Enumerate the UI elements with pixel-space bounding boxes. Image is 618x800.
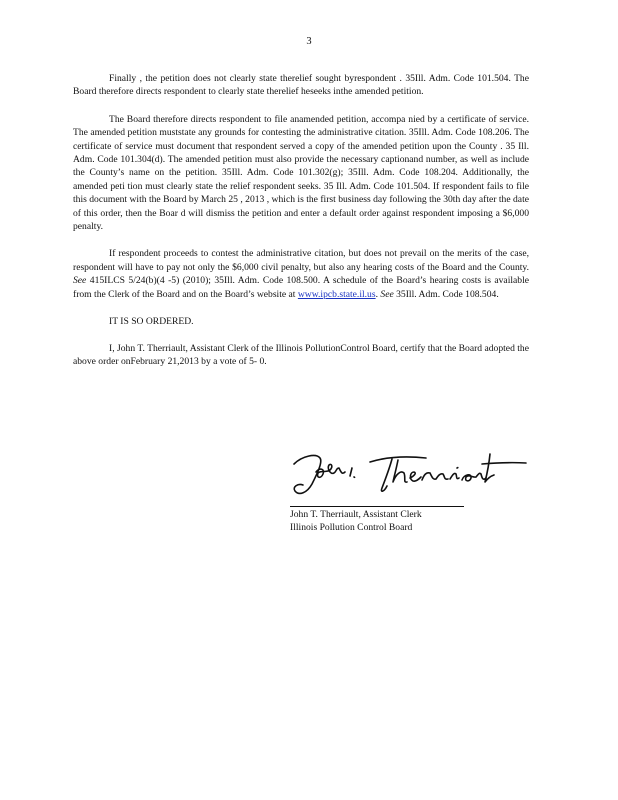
board-website-link[interactable]: www.ipcb.state.il.us [297, 288, 376, 300]
see-signal-1: See [73, 275, 87, 287]
signature-line [290, 506, 464, 507]
page-number: 3 [306, 36, 312, 47]
paragraph-relief-sought: Finally , the petition does not clearly state therelief sought byrespondent . 35Ill. Adm. Code 101.504. The Board therefore directs respondent to clearly state therelief heseeks inthe amended petition. [73, 73, 529, 98]
clerk-certification: I, John T. Therriault, Assistant Clerk of the Illinois PollutionControl Board, certify that the Board adopted the above order onFebruary 21,2013 by a vote of 5- 0. [73, 342, 529, 367]
paragraph-contest-text: If respondent proceeds to contest the administrative citation, but does not prevail on the merits of the case, respondent will have to pay not only the $6,000 civil penalty, but also any hearing costs of the Board and the County. [73, 248, 529, 273]
so-ordered-line: IT IS SO ORDERED. [109, 316, 194, 328]
order-body [73, 72, 529, 368]
citation-hearing-costs: 415ILCS 5/24(b)(4 -5) (2010); 35Ill. Adm. Code 108.500. A schedule of the Board’s hearing costs is available from the Clerk of the Board and on the Board’s website at [73, 275, 530, 300]
signature-block [290, 508, 422, 535]
signer-organization: Illinois Pollution Control Board [290, 522, 413, 534]
handwritten-signature [286, 442, 532, 504]
signer-name-title: John T. Therriault, Assistant Clerk [290, 509, 422, 520]
citation-108-504: 35Ill. Adm. Code 108.504. [396, 288, 499, 300]
see-signal-2: See [380, 288, 394, 300]
paragraph-contest-citation: If respondent proceeds to contest the administrative citation, but does not prevail on the merits of the case, respondent will have to pay not only the $6,000 civil penalty, but also any hearing costs of the Board and the County. See 415ILCS 5/24(b)(4 -5) (2010); 35Ill. Adm. Code 108.500. A schedule of the Board’s hearing costs is available from the Clerk of the Board and on the Board’s website at www.ipcb.state.il.us. See 35Ill. Adm. Code 108.504. [73, 248, 530, 300]
paragraph-amended-petition: The Board therefore directs respondent to file anamended petition, accompa nied by a certificate of service. The amended petition muststate any grounds for contesting the administrative citation. 35Ill. Adm. Code 108.206. The certificate of service must document that respondent served a copy of the amended petition upon the County . 35 Ill. Adm. Code 101.304(d). The amended petition must also provide the necessary captionand number, as well as include the County’s name on the petition. 35Ill. Adm. Code 101.302(g); 35Ill. Adm. Code 108.204. Additionally, the amended peti tion must clearly state the relief respondent seeks. 35 Ill. Adm. Code 101.504. If respondent fails to file this document with the Board by March 25 , 2013 , which is the first business day following the 30th day after the date of this order, then the Boar d will dismiss the petition and enter a default order against respondent imposing a $6,000 penalty. [73, 113, 529, 233]
